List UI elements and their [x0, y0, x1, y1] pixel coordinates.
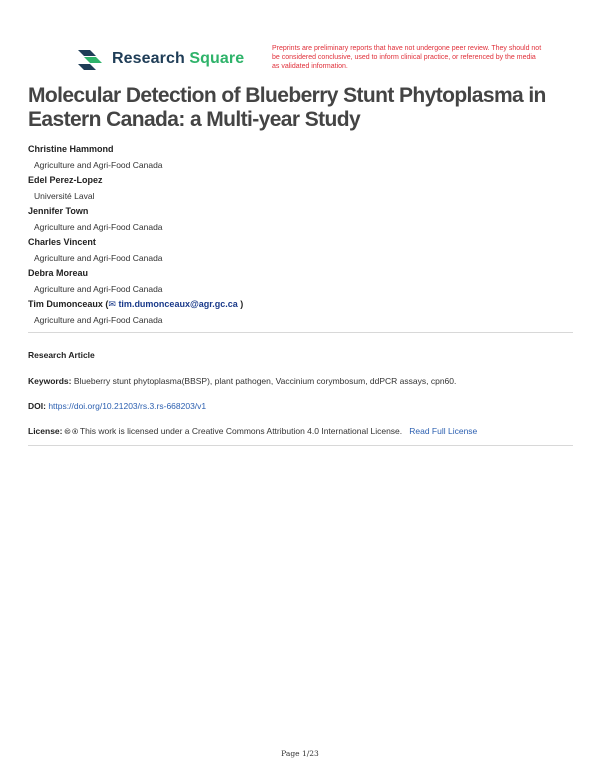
author-entry [28, 173, 573, 204]
page-number: Page 1/23 [281, 749, 319, 758]
author-entry [28, 266, 573, 297]
license-text: This work is licensed under a Creative Commons Attribution 4.0 International License. [79, 426, 403, 436]
preprint-notice: Preprints are preliminary reports that have not undergone peer review. They should not be considered conclusive, used to inform clinical practice, or referenced by the media as validated information. [272, 45, 542, 70]
paren-open: ( [105, 299, 109, 309]
keywords-label: Keywords: [28, 376, 72, 386]
keywords-line [28, 376, 573, 386]
author-list [28, 142, 573, 328]
divider [28, 332, 573, 333]
doi-line [28, 401, 573, 411]
author-entry [28, 235, 573, 266]
doi-link[interactable]: https://doi.org/10.21203/rs.3.rs-668203/v1 [48, 401, 207, 411]
envelope-icon: ✉ [108, 299, 116, 309]
article-type: Research Article [28, 350, 95, 360]
author-entry [28, 204, 573, 235]
author-email-link[interactable]: tim.dumonceaux@agr.gc.ca [118, 299, 238, 309]
author-affiliation: Agriculture and Agri-Food Canada [34, 314, 163, 325]
author-affiliation: Agriculture and Agri-Food Canada [34, 221, 163, 232]
author-name: Christine Hammond [28, 144, 114, 154]
author-entry [28, 142, 573, 173]
read-full-license-link[interactable]: Read Full License [409, 426, 478, 436]
logo-text: Research Square [112, 50, 245, 67]
keywords-text: Blueberry stunt phytoplasma(BBSP), plant pathogen, Vaccinium corymbosum, ddPCR assays, cpn60. [73, 376, 457, 386]
author-affiliation: Agriculture and Agri-Food Canada [34, 159, 163, 170]
license-line [28, 426, 573, 437]
research-square-logo-icon [76, 44, 106, 74]
creative-commons-icons: 🅭 🅯 [64, 426, 78, 436]
author-affiliation: Agriculture and Agri-Food Canada [34, 252, 163, 263]
corresponding-author-name [28, 297, 573, 313]
doi-label: DOI: [28, 401, 46, 411]
author-name: Jennifer Town [28, 206, 89, 216]
paper-title: Molecular Detection of Blueberry Stunt Phytoplasma in Eastern Canada: a Multi-year Study [28, 84, 546, 131]
research-square-logo [76, 44, 244, 74]
author-name: Tim Dumonceaux [28, 299, 103, 309]
paren-close: ) [240, 299, 244, 309]
author-affiliation: Agriculture and Agri-Food Canada [34, 283, 163, 294]
author-affiliation: Université Laval [34, 190, 95, 201]
license-label: License: [28, 426, 63, 436]
divider [28, 445, 573, 446]
corresponding-author-entry [28, 297, 573, 328]
author-name: Debra Moreau [28, 268, 89, 278]
author-name: Edel Perez-Lopez [28, 175, 103, 185]
author-name: Charles Vincent [28, 237, 96, 247]
